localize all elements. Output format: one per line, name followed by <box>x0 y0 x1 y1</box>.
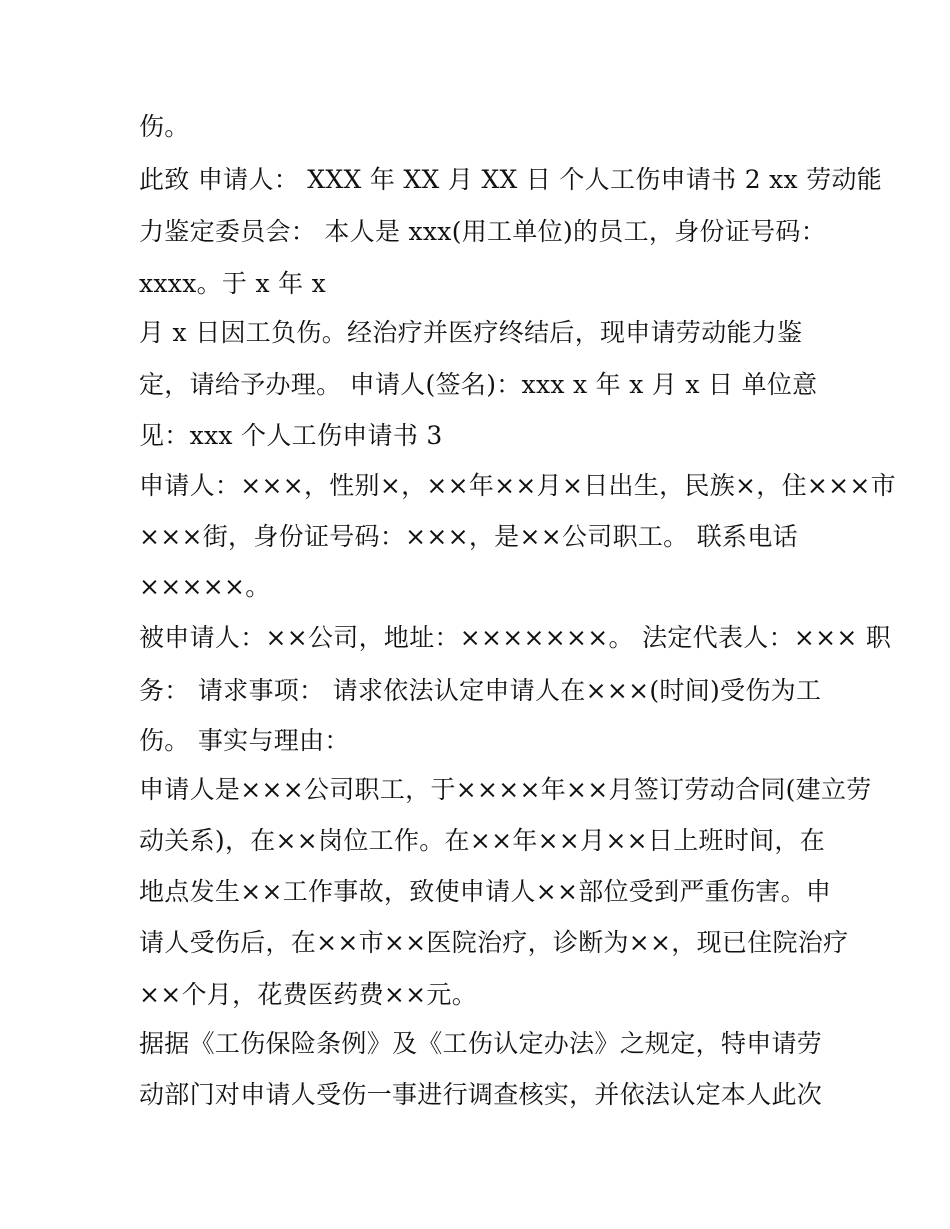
text-line: 被申请人：××公司，地址：×××××××。 法定代表人：××× 职 <box>139 623 892 652</box>
text-line: ×××街，身份证号码：×××，是××公司职工。 联系电话 <box>139 522 798 551</box>
text-line: ××个月，花费医药费××元。 <box>139 980 477 1009</box>
text-line: 伤。 事实与理由： <box>139 726 350 755</box>
text-line: 此致 申请人： XXX 年 XX 月 XX 日 个人工伤申请书 2 xx 劳动能 <box>139 165 883 194</box>
text-line: xxxx。于 x 年 x <box>139 269 327 298</box>
text-line: 月 x 日因工负伤。经治疗并医疗终结后，现申请劳动能力鉴 <box>139 318 803 347</box>
text-line: 力鉴定委员会： 本人是 xxx(用工单位)的员工，身份证号码： <box>139 217 826 246</box>
text-line: 请人受伤后，在××市××医院治疗，诊断为××，现已住院治疗 <box>139 928 849 957</box>
text-line: 动部门对申请人受伤一事进行调查核实，并依法认定本人此次 <box>139 1080 823 1109</box>
text-line: 见：xxx 个人工伤申请书 3 <box>139 421 443 450</box>
text-line: ×××××。 <box>139 572 271 601</box>
text-line: 务： 请求事项： 请求依法认定申请人在×××(时间)受伤为工 <box>139 676 822 705</box>
text-line: 据据《工伤保险条例》及《工伤认定办法》之规定，特申请劳 <box>139 1029 823 1058</box>
text-line: 申请人是×××公司职工，于××××年××月签订劳动合同(建立劳 <box>139 775 872 804</box>
text-line: 动关系)，在××岗位工作。在××年××月××日上班时间，在 <box>139 826 826 855</box>
text-line: 地点发生××工作事故，致使申请人××部位受到严重伤害。申 <box>139 877 832 906</box>
text-line: 申请人：×××，性别×，××年××月×日出生，民族×，住×××市 <box>139 471 896 500</box>
text-line: 定，请给予办理。 申请人(签名)：xxx x 年 x 月 x 日 单位意 <box>139 370 818 399</box>
text-line: 伤。 <box>139 112 190 141</box>
